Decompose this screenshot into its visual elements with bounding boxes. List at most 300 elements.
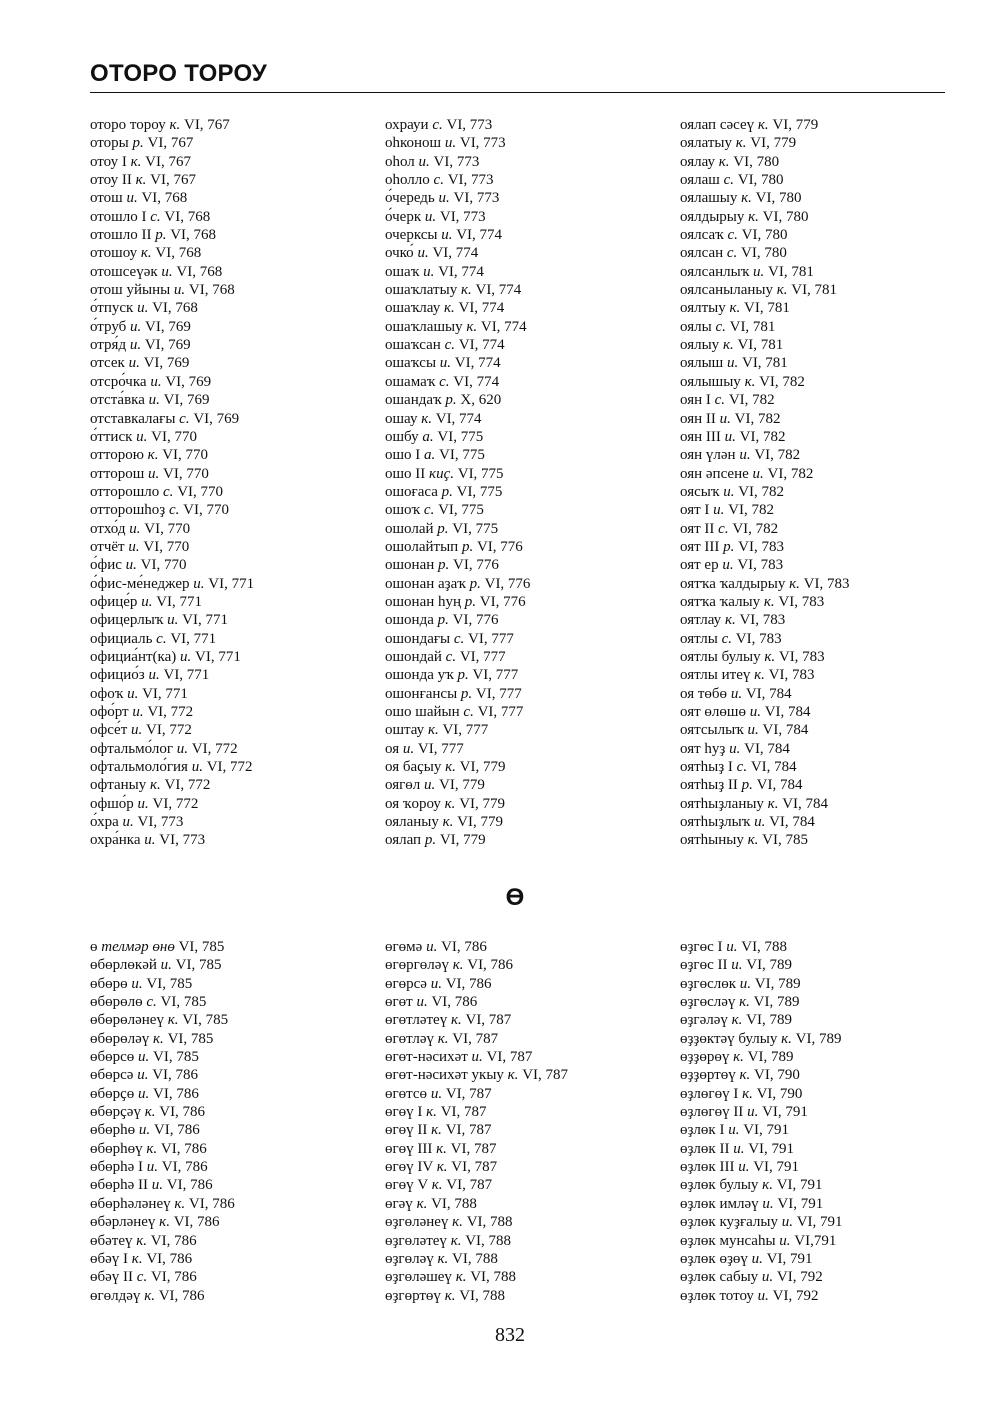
entry-headword: өгөтсө xyxy=(385,1085,431,1102)
entry-ref: VI, 789 xyxy=(749,994,800,1011)
entry-line xyxy=(90,336,380,354)
entry-line xyxy=(385,740,675,758)
entry-line xyxy=(385,1213,675,1231)
entry-headword: ошо шайын xyxy=(385,704,464,720)
entry-ref: VI, 774 xyxy=(449,373,500,390)
entry-headword: оялдырыу xyxy=(680,208,749,225)
entry-headword: өгөргөләү xyxy=(385,957,453,974)
entry-line xyxy=(90,611,380,629)
entry-ref: VI, 785 xyxy=(163,1030,214,1047)
entry-line xyxy=(680,1030,970,1048)
entry-pos: к. xyxy=(754,667,765,684)
entry-ref: VI, 770 xyxy=(140,520,191,537)
entry-ref: VI, 770 xyxy=(136,557,187,574)
entry-pos: к. xyxy=(427,722,439,739)
entry-pos: с. xyxy=(163,483,174,500)
entry-line xyxy=(385,153,675,171)
entry-ref: VI, 767 xyxy=(180,117,230,133)
entry-ref: VI, 774 xyxy=(454,300,505,317)
entry-pos: к. xyxy=(442,814,454,831)
entry-line xyxy=(680,703,970,721)
entry-pos: к. xyxy=(718,153,730,170)
entry-pos: и. xyxy=(129,337,142,354)
entry-pos: и. xyxy=(439,355,452,372)
entry-line xyxy=(90,299,380,317)
entry-ref: X, 620 xyxy=(456,392,502,409)
entry-headword: ө xyxy=(90,939,102,955)
entry-ref: VI, 787 xyxy=(442,1177,493,1194)
entry-pos: к. xyxy=(742,1085,753,1102)
entry-line xyxy=(90,975,380,993)
entry-headword: ошонан аҙаҡ xyxy=(385,575,470,592)
entry-line xyxy=(90,116,380,134)
entry-ref: VI, 769 xyxy=(139,355,190,372)
entry-pos: р. xyxy=(437,520,449,537)
entry-line xyxy=(90,556,380,574)
entry-headword: отошоу xyxy=(90,245,141,262)
entry-pos: с. xyxy=(432,117,443,133)
entry-headword: өгөт-нәсихәт укыу xyxy=(385,1067,508,1084)
entry-ref: VI, 782 xyxy=(725,392,775,409)
entry-ref: VI, 771 xyxy=(152,593,203,610)
entry-headword: өгөт-нәсихәт xyxy=(385,1049,472,1066)
entry-ref: VI, 791 xyxy=(744,1140,795,1157)
entry-ref: VI, 777 xyxy=(414,740,464,757)
entry-pos: к. xyxy=(733,1049,744,1066)
entry-pos: к. xyxy=(781,1030,792,1047)
entry-ref: VI, 773 xyxy=(449,190,500,207)
entry-line xyxy=(680,1048,970,1066)
entry-pos: р. xyxy=(741,777,753,794)
entry-line xyxy=(90,685,380,703)
entry-pos: с. xyxy=(736,759,748,776)
entry-ref: VI, 791 xyxy=(739,1122,790,1139)
entry-pos: и. xyxy=(729,740,741,757)
entry-ref: VI, 788 xyxy=(448,1250,498,1267)
entry-headword: өбөрһәләнеү xyxy=(90,1195,175,1212)
entry-line xyxy=(680,189,970,207)
entry-pos: и. xyxy=(122,814,134,831)
entry-line xyxy=(680,666,970,684)
entry-headword: өбөрөләнеү xyxy=(90,1012,168,1029)
entry-ref: VI, 774 xyxy=(428,245,479,262)
entry-headword: оялсанлыҡ xyxy=(680,263,754,280)
entry-headword: офо́рт xyxy=(90,704,133,720)
entry-pos: и. xyxy=(752,465,764,482)
entry-ref: VI, 781 xyxy=(733,337,784,354)
entry-ref: VI, 780 xyxy=(758,208,809,225)
entry-pos: и. xyxy=(191,759,203,776)
entry-line xyxy=(90,758,380,776)
entry-pos: к. xyxy=(431,1122,442,1139)
entry-headword: ошандаҡ xyxy=(385,392,446,409)
entry-headword: өбәтеү xyxy=(90,1232,137,1249)
entry-line xyxy=(680,244,970,262)
entry-headword: өбөрҫәү xyxy=(90,1104,145,1121)
entry-headword: о́чередь xyxy=(385,190,439,207)
entry-line xyxy=(680,538,970,556)
entry-ref: VI, 780 xyxy=(729,153,780,170)
running-head: ОТОРО ТОРОУ xyxy=(90,60,268,87)
entry-ref: VI, 777 xyxy=(473,704,524,720)
entry-ref: VI, 771 xyxy=(178,612,228,629)
entry-ref: VI, 771 xyxy=(204,575,255,592)
entry-headword: өбөрһөү xyxy=(90,1140,147,1157)
entry-pos: и. xyxy=(713,502,725,519)
entry-ref: VI, 783 xyxy=(735,612,786,629)
entry-line xyxy=(90,428,380,446)
entry-line xyxy=(680,975,970,993)
entry-pos: и. xyxy=(176,740,189,757)
entry-ref: VI, 768 xyxy=(160,208,211,225)
entry-headword: официа́нт(ка) xyxy=(90,648,180,665)
entry-ref: VI, 786 xyxy=(149,1085,199,1102)
entry-ref: VI, 780 xyxy=(737,227,788,244)
entry-headword: отторою xyxy=(90,447,148,464)
entry-pos: р. xyxy=(723,538,735,555)
entry-headword: оялы xyxy=(680,318,716,335)
entry-pos: и. xyxy=(125,557,137,574)
entry-headword: оялаш xyxy=(680,172,724,189)
entry-headword: ояланыу xyxy=(385,814,443,831)
entry-headword: охра́нка xyxy=(90,832,145,849)
entry-ref: VI, 781 xyxy=(738,355,788,372)
entry-headword: өбәрләнеү xyxy=(90,1214,160,1231)
entry-headword: өҙгөләү xyxy=(385,1250,438,1267)
entry-line xyxy=(90,1140,380,1158)
entries-column xyxy=(90,116,380,850)
entry-pos: а. xyxy=(422,428,434,445)
entry-pos: и. xyxy=(426,939,438,955)
entry-ref: VI, 775 xyxy=(434,502,484,519)
entry-ref: VI, 770 xyxy=(173,483,224,500)
entry-line xyxy=(385,575,675,593)
entry-pos: к. xyxy=(748,208,759,225)
entry-pos: и. xyxy=(193,575,205,592)
entry-line xyxy=(385,795,675,813)
entry-headword: оятһыныу xyxy=(680,832,748,849)
entry-line xyxy=(90,1268,380,1286)
entry-headword: оялсаныланыу xyxy=(680,282,777,299)
entry-headword: өҙлөгөү II xyxy=(680,1104,748,1121)
entry-ref: VI, 786 xyxy=(155,1104,206,1121)
entry-ref: VI, 785 xyxy=(758,832,808,849)
entry-pos: р. xyxy=(438,557,450,574)
entry-pos: с. xyxy=(727,227,738,244)
entry-pos: и. xyxy=(726,355,739,372)
entry-headword: өгөү I xyxy=(385,1104,427,1121)
entry-line xyxy=(680,483,970,501)
entry-pos: к. xyxy=(744,373,756,390)
entry-pos: к. xyxy=(776,282,788,299)
entry-ref: VI, 774 xyxy=(451,355,501,372)
entry-pos: с. xyxy=(168,502,180,519)
entry-pos: к. xyxy=(724,612,736,629)
entry-line xyxy=(90,1232,380,1250)
entry-line xyxy=(90,813,380,831)
entry-pos: телмәр өнө xyxy=(101,939,175,955)
entry-pos: и. xyxy=(128,355,140,372)
page-number: 832 xyxy=(495,1324,525,1346)
entry-line xyxy=(680,318,970,336)
entry-pos: р. xyxy=(424,832,437,849)
entry-pos: и. xyxy=(151,1177,164,1194)
entry-pos: к. xyxy=(789,575,800,592)
entry-line xyxy=(385,703,675,721)
entry-ref: VI, 785 xyxy=(171,957,222,974)
entry-headword: өгөрсә xyxy=(385,975,431,992)
entry-pos: и. xyxy=(137,300,149,317)
entry-headword: оя төбө xyxy=(680,685,731,702)
entry-ref: VI, 788 xyxy=(462,1214,513,1231)
entry-ref: VI, 767 xyxy=(146,172,196,189)
entry-ref: VI, 786 xyxy=(169,1214,220,1231)
entry-line xyxy=(385,244,675,262)
entry-pos: и. xyxy=(128,538,140,555)
entry-line xyxy=(90,776,380,794)
entry-headword: ошоҡ xyxy=(385,502,424,519)
entry-line xyxy=(90,226,380,244)
entry-ref: VI, 786 xyxy=(427,994,478,1011)
entry-ref: VI, 791 xyxy=(773,1195,824,1212)
entry-ref: VI, 769 xyxy=(141,337,191,354)
entry-headword: отоу I xyxy=(90,153,131,170)
entry-headword: ошо I xyxy=(385,447,425,464)
entry-pos: к. xyxy=(431,1177,443,1194)
entry-line xyxy=(680,281,970,299)
entry-line xyxy=(90,1213,380,1231)
entry-pos: и. xyxy=(137,795,149,812)
entry-pos: к. xyxy=(416,1195,428,1212)
entry-headword: өгөтләтеү xyxy=(385,1012,451,1029)
entry-line xyxy=(680,956,970,974)
entry-ref: VI, 790 xyxy=(750,1067,800,1084)
entry-ref: VI, 767 xyxy=(143,135,194,152)
entry-pos: и. xyxy=(132,704,144,720)
entry-line xyxy=(680,993,970,1011)
entry-ref: VI, 784 xyxy=(778,795,829,812)
entry-line xyxy=(680,556,970,574)
entry-line xyxy=(385,758,675,776)
entry-pos: к. xyxy=(421,410,432,427)
entry-headword: оятлы булыу xyxy=(680,648,765,665)
entry-pos: с. xyxy=(136,1269,148,1286)
entry-line xyxy=(385,1176,675,1194)
entry-ref: VI, 773 xyxy=(429,153,480,170)
entry-headword: өҙгөс I xyxy=(680,939,727,955)
entry-line xyxy=(680,630,970,648)
entry-line xyxy=(90,666,380,684)
entry-ref: VI, 777 xyxy=(464,630,514,647)
entry-pos: к. xyxy=(437,1030,449,1047)
entry-ref: VI, 768 xyxy=(185,282,235,299)
entry-pos: с. xyxy=(423,502,435,519)
entry-ref: VI, 787 xyxy=(448,1030,499,1047)
entry-line xyxy=(385,171,675,189)
entry-line xyxy=(680,611,970,629)
entry-headword: ошондай xyxy=(385,648,446,665)
entry-headword: оятҡа ҡалыу xyxy=(680,593,764,610)
entry-ref: VI, 786 xyxy=(441,975,492,992)
entry-ref: VI, 788 xyxy=(461,1232,512,1249)
entry-pos: к. xyxy=(426,1104,437,1121)
entry-line xyxy=(680,1176,970,1194)
entry-headword: өҙлөк I xyxy=(680,1122,729,1139)
entry-ref: VI, 768 xyxy=(137,190,188,207)
entry-pos: р. xyxy=(441,483,453,500)
entry-ref: VI, 769 xyxy=(159,392,210,409)
entry-line xyxy=(90,1195,380,1213)
entry-pos: с. xyxy=(150,208,161,225)
entry-ref: VI, 786 xyxy=(142,1250,193,1267)
entry-pos: и. xyxy=(471,1049,483,1066)
entry-pos: р. xyxy=(437,612,449,629)
entry-headword: официаль xyxy=(90,630,157,647)
entry-pos: и. xyxy=(722,557,734,574)
entry-line xyxy=(385,721,675,739)
entry-line xyxy=(385,299,675,317)
entry-headword: өбөрсө xyxy=(90,1049,139,1066)
entry-pos: и. xyxy=(148,667,160,684)
entry-headword: ошаҡлатыу xyxy=(385,282,461,299)
entry-headword: ошонан xyxy=(385,557,439,574)
entry-headword: офоҡ xyxy=(90,685,128,702)
entry-ref: VI, 782 xyxy=(750,447,801,464)
entry-pos: и. xyxy=(167,612,179,629)
entry-line xyxy=(680,1232,970,1250)
entry-ref: VI, 787 xyxy=(442,1085,492,1102)
entry-headword: өбөрҫө xyxy=(90,1085,139,1102)
entry-ref: VI, 783 xyxy=(734,538,784,555)
entry-pos: с. xyxy=(714,392,726,409)
entry-line xyxy=(90,465,380,483)
entry-headword: өҙлөк булыу xyxy=(680,1177,763,1194)
entry-pos: с. xyxy=(444,337,456,354)
entry-headword: өбөрсә xyxy=(90,1067,138,1084)
entry-line xyxy=(385,410,675,428)
entry-line xyxy=(680,1250,970,1268)
entry-pos: и. xyxy=(723,483,735,500)
entry-ref: VI, 779 xyxy=(455,759,506,776)
entry-ref: VI, 771 xyxy=(159,667,210,684)
entry-line xyxy=(90,630,380,648)
entry-ref: VI,791 xyxy=(790,1232,837,1249)
entry-line xyxy=(385,993,675,1011)
entry-line xyxy=(90,483,380,501)
entry-line xyxy=(90,721,380,739)
entry-headword: оя баҫыу xyxy=(385,759,446,776)
entry-ref: VI, 791 xyxy=(758,1104,808,1121)
entry-ref: VI, 768 xyxy=(148,300,198,317)
entry-headword: оят III xyxy=(680,538,724,555)
entry-line xyxy=(680,938,970,956)
entry-pos: и. xyxy=(141,593,153,610)
entry-pos: и. xyxy=(138,1085,150,1102)
entry-line xyxy=(680,1066,970,1084)
entry-pos: к. xyxy=(147,447,159,464)
entry-line xyxy=(385,1232,675,1250)
entry-pos: и. xyxy=(430,975,442,992)
entry-headword: о́ттиск xyxy=(90,428,137,445)
entries-column xyxy=(680,116,970,850)
entry-ref: VI, 771 xyxy=(191,648,241,665)
entry-ref: VI, 779 xyxy=(768,117,819,133)
entry-ref: VI, 779 xyxy=(435,777,485,794)
entry-ref: VI, 772 xyxy=(160,777,211,794)
entry-headword: оһол xyxy=(385,153,419,170)
entry-ref: VI, 787 xyxy=(436,1104,487,1121)
entry-headword: өбөрһә II xyxy=(90,1177,152,1194)
entry-headword: отошло II xyxy=(90,227,156,244)
entry-headword: отторош xyxy=(90,465,149,482)
entry-line xyxy=(680,831,970,849)
entry-ref: VI, 787 xyxy=(461,1012,512,1029)
entry-ref: VI, 777 xyxy=(472,685,522,702)
entry-headword: оялыш xyxy=(680,355,727,372)
entry-line xyxy=(90,520,380,538)
entry-pos: и. xyxy=(781,1214,793,1231)
entry-headword: ошаҡ xyxy=(385,263,424,280)
entry-ref: VI, 775 xyxy=(452,483,503,500)
entry-pos: и. xyxy=(738,1159,750,1176)
entry-pos: и. xyxy=(731,957,743,974)
entry-pos: к. xyxy=(455,1269,467,1286)
entry-line xyxy=(90,281,380,299)
entry-pos: к. xyxy=(757,117,769,133)
entry-headword: оя xyxy=(385,740,403,757)
entry-headword: ошонда xyxy=(385,612,438,629)
entry-ref: VI, 777 xyxy=(438,722,489,739)
entry-headword: өбәү II xyxy=(90,1269,137,1286)
entry-pos: к. xyxy=(747,832,759,849)
entry-ref: VI, 774 xyxy=(477,318,527,335)
entry-line xyxy=(385,630,675,648)
entry-headword: офсе́т xyxy=(90,722,132,739)
entry-pos: к. xyxy=(443,300,455,317)
entry-ref: VI, 786 xyxy=(150,1122,200,1139)
entry-ref: VI, 771 xyxy=(166,630,217,647)
entry-headword: оялап сәсеү xyxy=(680,117,758,133)
entry-line xyxy=(680,1287,970,1305)
entry-pos: и. xyxy=(137,1067,149,1084)
entry-headword: оялау xyxy=(680,153,719,170)
entry-pos: и. xyxy=(761,1269,774,1286)
entry-headword: ошондағы xyxy=(385,630,454,647)
entry-line xyxy=(385,208,675,226)
entry-headword: оятһыҙлыҡ xyxy=(680,814,755,831)
entry-line xyxy=(90,263,380,281)
entry-ref: VI, 783 xyxy=(775,648,825,665)
entry-pos: и. xyxy=(739,447,751,464)
entry-ref: VI, 782 xyxy=(735,428,786,445)
entry-pos: р. xyxy=(457,667,469,684)
entry-ref: VI, 770 xyxy=(159,465,209,482)
entry-headword: оторы xyxy=(90,135,133,152)
entry-line xyxy=(90,318,380,336)
entry-ref: VI, 775 xyxy=(448,520,499,537)
entry-line xyxy=(90,1250,380,1268)
entry-ref: VI, 784 xyxy=(765,814,815,831)
entry-headword: өҙҙөрөү xyxy=(680,1049,734,1066)
entry-ref: VI, 792 xyxy=(773,1269,823,1286)
entry-line xyxy=(385,1195,675,1213)
entry-line xyxy=(680,758,970,776)
entry-pos: к. xyxy=(767,795,779,812)
entry-headword: ошаҡсы xyxy=(385,355,440,372)
entry-pos: к. xyxy=(452,957,464,974)
entry-pos: к. xyxy=(450,1232,462,1249)
entry-headword: өбәү I xyxy=(90,1250,132,1267)
